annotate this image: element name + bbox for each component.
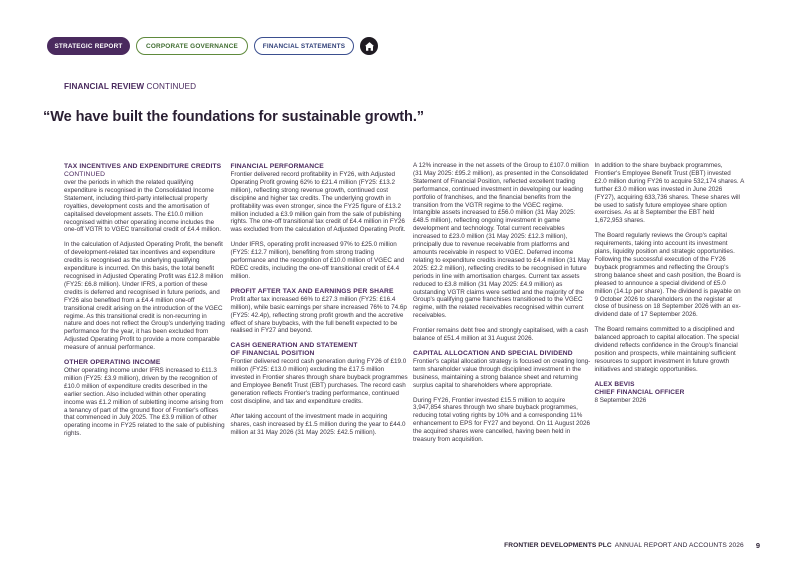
paragraph: Frontier remains debt free and strongly capitalised, with a cash balance of £51.4 million at 31 August 2026. bbox=[412, 327, 588, 343]
strategic-report-tab[interactable]: STRATEGIC REPORT bbox=[47, 37, 130, 55]
paragraph: A 12% increase in the net assets of the Group to £107.0 million (31 May 2025: £95.2 million), as presented in the Consolidated Statement of Financial Position, reflected excellent trading performance, continued investment in developing our leading portfolio of franchises, and the financial benefits from the transition from the VGTR regime to the VGEC regime. Intangible assets increased to £56.0 million (31 May 2025: £48.5 million), reflecting ongoing investment in game development and technology. Total current receivables increased to £23.0 million (31 May 2025: £12.3 million), principally due to revenue receivable from platforms and amounts receivable in respect to VGEC. Deferred income relating to expenditure credits increased to £4.4 million (31 May 2025: £2.2 million), reflecting credits to be recognised in future periods in line with amortisation charges. Current tax assets reduced to £3.8 million (31 May 2025: £4.9 million) as outstanding VGTR claims were settled and the majority of the Group's qualifying game franchises transitioned to the VGEC regime, with the related receivables recognised within current receivables. bbox=[412, 162, 590, 320]
signatory-title: CHIEF FINANCIAL OFFICER bbox=[594, 388, 685, 396]
column-4 bbox=[594, 162, 744, 532]
heading-other-operating-income: OTHER OPERATING INCOME bbox=[64, 359, 161, 367]
paragraph: In addition to the share buyback programmes, Frontier's Employee Benefit Trust (EBT) invested £2.0 million during FY26 to acquire 532,174 shares. A further £3.0 million was invested in June 2026 (FY27), acquiring 633,736 shares. These shares will be used to satisfy future employee share option exercises. As at 8 September the EBT held 1,672,953 shares. bbox=[594, 162, 744, 225]
column-2 bbox=[231, 162, 408, 532]
paragraph: Frontier delivered record cash generation during FY26 of £19.0 million (FY25: £13.0 million) excluding the £17.5 million invested in Frontier shares through share buyback programmes and Employee Benefit Trust (EBT) purchases. The record cash generation reflects Frontier's trading performance, continued cost discipline, and tax and expenditure credits. bbox=[230, 358, 408, 405]
signatory-name: ALEX BEVIS bbox=[594, 380, 635, 388]
footer-company: FRONTIER DEVELOPMENTS PLC bbox=[504, 542, 612, 549]
column-1 bbox=[64, 162, 226, 532]
paragraph: Frontier delivered record profitability in FY26, with Adjusted Operating Profit growing 62% to £21.4 million (FY25: £13.2 million), reflecting strong revenue growth, continued cost discipline and higher tax credits. The underlying growth in profitability was even stronger, since the FY25 figure of £13.2 million included a £3.9 million gain from the sale of publishing rights. The one-off transitional tax credit of £4.4 million in FY26 was excluded from the calculation of Adjusted Operating Profit. bbox=[230, 171, 406, 234]
paragraph: Under IFRS, operating profit increased 97% to £25.0 million (FY25: £12.7 million), benefiting from strong trading performance and the recognition of £10.0 million of VGEC and RDEC credits, including the one-off transitional credit of £4.4 million. bbox=[230, 241, 405, 280]
paragraph: After taking account of the investment made in acquiring shares, cash increased by £1.5 million during the year to £44.0 million at 31 May 2026 (31 May 2025: £42.5 million). bbox=[230, 412, 406, 436]
heading-financial-performance: FINANCIAL PERFORMANCE bbox=[230, 163, 324, 170]
page-footer bbox=[504, 541, 760, 550]
paragraph: Frontier's capital allocation strategy is focused on creating long-term shareholder value through disciplined investment in the business, maintaining a strong balance sheet and returning surplus capital to shareholders where appropriate. bbox=[412, 357, 591, 389]
signature-date: 8 September 2026 bbox=[594, 396, 647, 404]
heading-tax-incentives: TAX INCENTIVES AND EXPENDITURE CREDITS CONTINUED bbox=[64, 163, 222, 178]
corporate-governance-tab[interactable]: CORPORATE GOVERNANCE bbox=[136, 37, 248, 55]
pull-quote: “We have built the foundations for sustainable growth.” bbox=[43, 109, 424, 125]
paragraph: Other operating income under IFRS increased to £11.3 million (FY25: £3.9 million), driven by the recognition of £10.0 million of expenditure credits described in the earlier section. Also included within other operating income was £1.2 million of subletting income arising from a tenancy of part of the ground floor of Frontier's offices that commenced in July 2025. The £3.9 million of other operating income in FY25 related to the sale of publishing rights. bbox=[64, 367, 225, 438]
home-button[interactable] bbox=[360, 37, 378, 55]
heading-capital-allocation: CAPITAL ALLOCATION AND SPECIAL DIVIDEND bbox=[412, 349, 573, 357]
paragraph: The Board remains committed to a disciplined and balanced approach to capital allocation. The special dividend reflects confidence in the Group's financial position and prospects, while maintaining sufficient resources to support investment in future growth initiatives and strategic opportunities. bbox=[594, 326, 739, 373]
heading-cash-generation: CASH GENERATION AND STATEMENT OF FINANCIAL POSITION bbox=[230, 342, 358, 358]
section-title bbox=[64, 82, 196, 91]
heading-profit-after-tax: PROFIT AFTER TAX AND EARNINGS PER SHARE bbox=[230, 287, 394, 295]
paragraph: During FY26, Frontier invested £15.5 million to acquire 3,947,854 shares through two share buyback programmes, reducing total voting rights by 10% and a corresponding 11% enhancement to EPS for FY27 and beyond. On 11 August 2026 the acquired shares were cancelled, having been held in treasury from acquisition. bbox=[412, 396, 591, 444]
page-number: 9 bbox=[755, 541, 760, 550]
section-navigation bbox=[47, 37, 378, 55]
paragraph: over the periods in which the related qualifying expenditure is recognised in the Consolidated Income Statement, including third-party intellectual property royalties, development costs and the amortisation of capitalised development assets. The £10.0 million recognised within other operating income includes the one-off VGTR to VGEC transitional credit of £4.4 million. bbox=[64, 179, 222, 234]
paragraph: In the calculation of Adjusted Operating Profit, the benefit of development-related tax incentives and expenditure credits is recognised as the underlying qualifying expenditure is incurred. On this basis, the total benefit recognised in Adjusted Operating Profit was £12.8 million (FY25: £6.8 million). Under IFRS, a portion of these credits is deferred and recognised in future periods, and FY26 also benefited from a £4.4 million one-off transitional credit arising on the introduction of the VGEC regime. As this transitional credit is non-recurring in nature and does not reflect the Group's underlying trading performance for the year, it has been excluded from Adjusted Operating Profit to provide a more comparable measure of annual performance. bbox=[64, 241, 225, 352]
article-body bbox=[64, 162, 744, 532]
paragraph: The Board regularly reviews the Group's capital requirements, taking into account its investment plans, liquidity position and strategic opportunities. Following the successful execution of the FY26 buyback programmes and reflecting the Group's strong balance sheet and cash position, the Board is pleased to announce a special dividend of £5.0 million (14.1p per share). The dividend is payable on 9 October 2026 to shareholders on the register at close of business on 18 September 2026 with an ex-dividend date of 17 September 2026. bbox=[594, 232, 741, 319]
home-icon bbox=[364, 41, 375, 52]
financial-statements-tab[interactable]: FINANCIAL STATEMENTS bbox=[254, 37, 354, 55]
paragraph: Profit after tax increased 66% to £27.3 million (FY25: £16.4 million), while basic earnings per share increased 76% to 74.6p (FY25: 42.4p), reflecting strong profit growth and the accretive effect of share buybacks, with the full benefit expected to be realised in FY27 and beyond. bbox=[230, 295, 407, 335]
section-title-main: FINANCIAL REVIEW bbox=[64, 82, 145, 91]
footer-report-title: ANNUAL REPORT AND ACCOUNTS 2026 bbox=[614, 542, 744, 549]
column-3 bbox=[413, 162, 590, 532]
section-title-suffix: CONTINUED bbox=[144, 82, 197, 91]
